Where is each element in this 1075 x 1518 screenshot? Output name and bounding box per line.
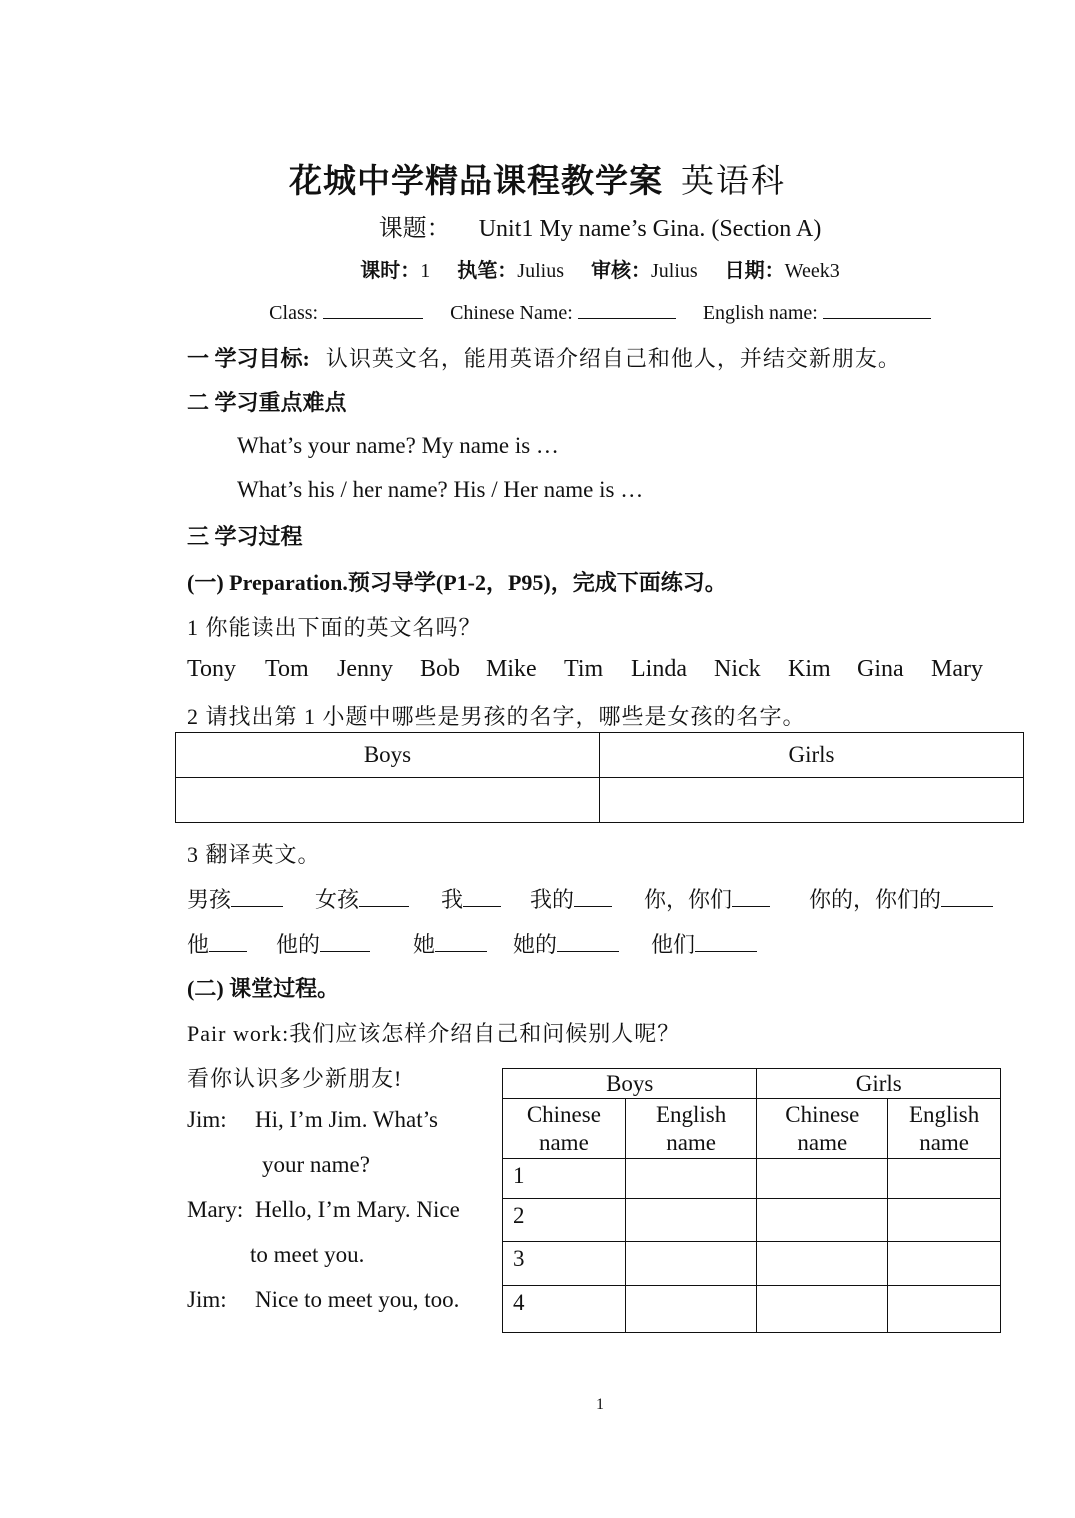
date-value: Week3: [784, 260, 840, 282]
name-item: Jenny: [337, 656, 393, 682]
translate-item: [644, 883, 770, 914]
school-title: 花城中学精品课程教学案: [289, 164, 663, 200]
boys-chinese-name-header: Chinese name: [503, 1099, 626, 1159]
name-item: Mary: [931, 656, 983, 682]
translate-item: [809, 883, 993, 914]
page-number: 1: [596, 1396, 604, 1413]
translate-item: [651, 928, 757, 959]
girls-chinese-name-header: Chinese name: [757, 1099, 888, 1159]
table-cell[interactable]: [888, 1286, 1001, 1333]
translate-word: 他们: [651, 932, 696, 957]
row-number[interactable]: 1: [503, 1159, 626, 1199]
translate-word: 我的: [530, 887, 575, 912]
english-name-label: English name:: [702, 302, 818, 324]
boys-group-header: Boys: [503, 1069, 757, 1099]
name-item: Nick: [714, 656, 761, 682]
reviewer-value: Julius: [650, 260, 698, 282]
writer-label: 执笔：: [457, 260, 518, 282]
dialogue-speaker: Mary:: [187, 1197, 244, 1222]
name-item: Tom: [265, 656, 309, 682]
answer-blank[interactable]: [574, 888, 612, 907]
girls-english-name-header: English name: [888, 1099, 1001, 1159]
table-row: [176, 778, 1024, 823]
name-item: Tim: [564, 656, 604, 682]
table-cell[interactable]: [888, 1159, 1001, 1199]
girls-group-header: Girls: [757, 1069, 1001, 1099]
chinese-name-field[interactable]: [578, 300, 676, 319]
answer-blank[interactable]: [231, 888, 283, 907]
table-sub-header-row: [503, 1099, 1001, 1159]
table-row: [503, 1286, 1001, 1333]
girls-answer-cell[interactable]: [600, 778, 1024, 823]
topic-label: 课题：: [378, 216, 451, 242]
answer-blank[interactable]: [463, 888, 501, 907]
table-cell[interactable]: [625, 1286, 757, 1333]
table-header-row: [176, 733, 1024, 778]
subject-label: 英语科: [681, 164, 786, 200]
table-group-header-row: [503, 1069, 1001, 1099]
translate-word: 我: [441, 887, 464, 912]
goals-heading: 一 学习目标:: [187, 346, 310, 371]
name-item: Linda: [631, 656, 687, 682]
name-item: Tony: [187, 656, 236, 682]
class-label: Class:: [269, 302, 319, 324]
lesson-meta: [0, 254, 1075, 283]
table-cell[interactable]: [757, 1199, 888, 1242]
dialogue-line: Nice to meet you, too.: [255, 1287, 460, 1312]
answer-blank[interactable]: [209, 933, 247, 952]
answer-blank[interactable]: [557, 933, 619, 952]
period-label: 课时：: [360, 260, 421, 282]
question-3: 3 翻译英文。: [187, 842, 321, 867]
friends-table: [502, 1068, 1001, 1333]
table-cell[interactable]: [757, 1286, 888, 1333]
name-item: Bob: [420, 656, 461, 682]
dialogue-line: Hello, I’m Mary. Nice: [255, 1197, 460, 1222]
key-points-heading: 二 学习重点难点: [187, 390, 347, 415]
translate-word: 他: [187, 932, 210, 957]
translate-word: 女孩: [315, 887, 360, 912]
dialogue-line: to meet you.: [250, 1242, 365, 1267]
table-cell[interactable]: [625, 1199, 757, 1242]
section-goals: [187, 342, 901, 373]
table-cell[interactable]: [625, 1159, 757, 1199]
dialogue-line: your name?: [262, 1152, 370, 1177]
boys-header: Boys: [176, 733, 600, 778]
translate-word: 你，你们: [644, 887, 733, 912]
dialogue-line: Hi, I’m Jim. What’s: [255, 1107, 438, 1132]
classroom-heading: (二) 课堂过程。: [187, 976, 340, 1001]
dialogue-speaker: Jim:: [187, 1107, 227, 1132]
table-cell[interactable]: [888, 1199, 1001, 1242]
name-item: Mike: [486, 656, 537, 682]
girls-header: Girls: [600, 733, 1024, 778]
document-title: [0, 155, 1075, 202]
translate-item: [413, 928, 487, 959]
table-row: [503, 1199, 1001, 1242]
boys-girls-table: [175, 732, 1024, 823]
row-number[interactable]: 2: [503, 1199, 626, 1242]
answer-blank[interactable]: [941, 888, 993, 907]
chinese-name-label: Chinese Name:: [450, 302, 573, 324]
name-item: Gina: [857, 656, 904, 682]
boys-english-name-header: English name: [625, 1099, 757, 1159]
row-number[interactable]: 3: [503, 1242, 626, 1286]
table-cell[interactable]: [888, 1242, 1001, 1286]
table-cell[interactable]: [757, 1159, 888, 1199]
date-label: 日期：: [724, 260, 785, 282]
translate-word: 她: [413, 932, 436, 957]
lesson-topic: [0, 208, 1075, 243]
preparation-heading: (一) Preparation.预习导学(P1-2，P95)，完成下面练习。: [187, 570, 727, 595]
boys-answer-cell[interactable]: [176, 778, 600, 823]
key-point-line: What’s your name? My name is …: [237, 433, 559, 458]
translate-item: [530, 883, 612, 914]
translate-item: [187, 883, 283, 914]
translate-item: [315, 883, 409, 914]
table-cell[interactable]: [625, 1242, 757, 1286]
friends-prompt: 看你认识多少新朋友!: [187, 1066, 403, 1091]
table-row: [503, 1159, 1001, 1199]
translate-item: [187, 928, 247, 959]
question-1: 1 你能读出下面的英文名吗？: [187, 615, 482, 640]
answer-blank[interactable]: [732, 888, 770, 907]
translate-item: [513, 928, 619, 959]
class-field[interactable]: [323, 300, 423, 319]
pair-work-prompt: Pair work:我们应该怎样介绍自己和问候别人呢？: [187, 1021, 681, 1046]
answer-blank[interactable]: [695, 933, 757, 952]
answer-blank[interactable]: [320, 933, 370, 952]
translate-word: 他的: [276, 932, 321, 957]
name-item: Kim: [788, 656, 831, 682]
translate-word: 你的，你们的: [809, 887, 942, 912]
english-name-field[interactable]: [823, 300, 931, 319]
period-value: 1: [420, 260, 431, 282]
answer-blank[interactable]: [435, 933, 487, 952]
process-heading: 三 学习过程: [187, 524, 303, 549]
translate-item: [441, 883, 501, 914]
goals-text: 认识英文名，能用英语介绍自己和他人，并结交新朋友。: [325, 346, 901, 371]
key-point-line: What’s his / her name? His / Her name is …: [237, 477, 644, 502]
topic-text: Unit1 My name’s Gina. (Section A): [478, 216, 822, 242]
translate-word: 男孩: [187, 887, 232, 912]
translate-word: 她的: [513, 932, 558, 957]
question-2: 2 请找出第 1 小题中哪些是男孩的名字，哪些是女孩的名字。: [187, 704, 806, 729]
student-info: [0, 300, 1075, 325]
translate-item: [276, 928, 370, 959]
answer-blank[interactable]: [359, 888, 409, 907]
row-number[interactable]: 4: [503, 1286, 626, 1333]
table-row: [503, 1242, 1001, 1286]
reviewer-label: 审核：: [590, 260, 651, 282]
dialogue-speaker: Jim:: [187, 1287, 227, 1312]
writer-value: Julius: [517, 260, 564, 282]
table-cell[interactable]: [757, 1242, 888, 1286]
